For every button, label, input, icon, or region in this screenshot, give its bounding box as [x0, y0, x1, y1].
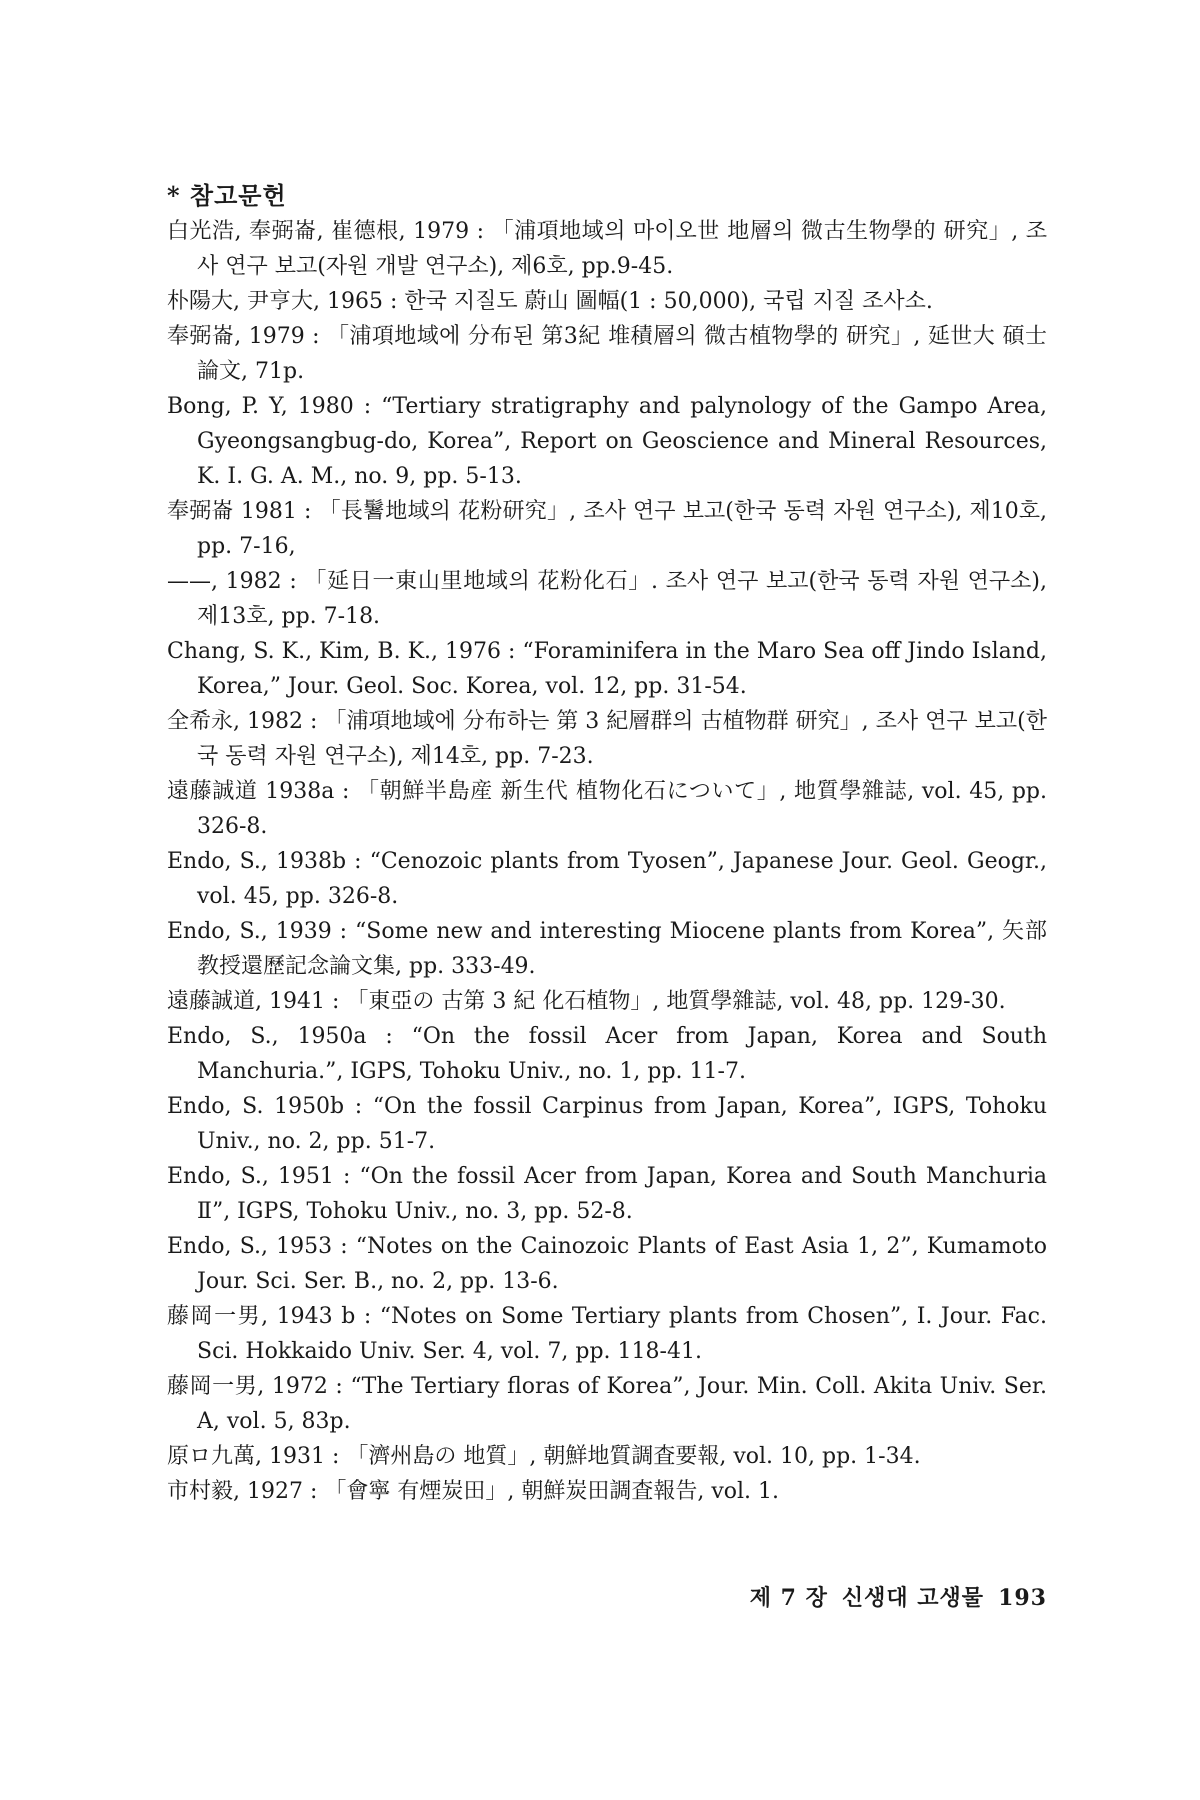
- reference-entry: 遠藤誠道 1938a : 「朝鮮半島産 新生代 植物化石について」, 地質學雜誌, vol. 45, pp. 326-8.: [167, 779, 1047, 839]
- reference-entry: 奉弼崙, 1979 : 「浦項地域에 分布된 第3紀 堆積層의 微古植物學的 研究」, 延世大 碩士 論文, 71p.: [167, 324, 1047, 384]
- reference-entry: 白光浩, 奉弼崙, 崔德根, 1979 : 「浦項地域의 마이오世 地層의 微古生物學的 研究」, 조사 연구 보고(자원 개발 연구소), 제6호, pp.9-45.: [167, 219, 1047, 279]
- reference-entry: 藤岡一男, 1943 b : “Notes on Some Tertiary plants from Chosen”, I. Jour. Fac. Sci. Hokkaido Univ. Ser. 4, vol. 7, pp. 118-41.: [167, 1304, 1047, 1364]
- page-footer: [700, 1581, 1047, 1612]
- reference-entry: Endo, S., 1953 : “Notes on the Cainozoic Plants of East Asia 1, 2”, Kumamoto Jour. Sci. Ser. B., no. 2, pp. 13-6.: [167, 1234, 1047, 1294]
- reference-entry: 奉弼崙 1981 : 「長鬐地域의 花粉研究」, 조사 연구 보고(한국 동력 자원 연구소), 제10호, pp. 7-16,: [167, 499, 1047, 559]
- page-number: 193: [998, 1585, 1047, 1611]
- reference-entry: 市村毅, 1927 : 「會寧 有煙炭田」, 朝鮮炭田調査報告, vol. 1.: [167, 1479, 780, 1504]
- reference-entry: Endo, S. 1950b : “On the fossil Carpinus from Japan, Korea”, IGPS, Tohoku Univ., no. 2, pp. 51-7.: [167, 1094, 1047, 1154]
- reference-entry: Endo, S., 1939 : “Some new and interesting Miocene plants from Korea”, 矢部教授還歷記念論文集, pp. 333-49.: [167, 919, 1047, 979]
- footer-chapter: 제 7 장: [749, 1585, 828, 1611]
- reference-entry: Endo, S., 1938b : “Cenozoic plants from Tyosen”, Japanese Jour. Geol. Geogr., vol. 45, pp. 326-8.: [167, 849, 1047, 909]
- reference-entry: ——, 1982 : 「延日一東山里地域의 花粉化石」. 조사 연구 보고(한국 동력 자원 연구소), 제13호, pp. 7-18.: [167, 569, 1047, 629]
- reference-entry: Chang, S. K., Kim, B. K., 1976 : “Foraminifera in the Maro Sea off Jindo Island, Korea,” Jour. Geol. Soc. Korea, vol. 12, pp. 31-54.: [167, 639, 1047, 699]
- reference-entry: 朴陽大, 尹亨大, 1965 : 한국 지질도 蔚山 圖幅(1 : 50,000), 국립 지질 조사소.: [167, 289, 933, 314]
- reference-entry: 藤岡一男, 1972 : “The Tertiary floras of Korea”, Jour. Min. Coll. Akita Univ. Ser. A, vol. 5, 83p.: [167, 1374, 1047, 1434]
- section-heading: * 참고문헌: [167, 181, 287, 210]
- reference-entry: 原ロ九萬, 1931 : 「濟州島の 地質」, 朝鮮地質調査要報, vol. 10, pp. 1-34.: [167, 1444, 921, 1469]
- reference-entry: Endo, S., 1950a : “On the fossil Acer from Japan, Korea and South Manchuria.”, IGPS, Tohoku Univ., no. 1, pp. 11-7.: [167, 1024, 1047, 1084]
- reference-entry: 遠藤誠道, 1941 : 「東亞の 古第 3 紀 化石植物」, 地質學雜誌, vol. 48, pp. 129-30.: [167, 989, 1006, 1014]
- reference-entry: Bong, P. Y, 1980 : “Tertiary stratigraphy and palynology of the Gampo Area, Gyeongsangbug-do, Korea”, Report on Geoscience and Mineral Resources, K. I. G. A. M., no. 9, pp. 5-13.: [167, 394, 1047, 489]
- footer-title: 신생대 고생물: [841, 1585, 985, 1611]
- reference-entry: Endo, S., 1951 : “On the fossil Acer from Japan, Korea and South Manchuria Ⅱ”, IGPS, Tohoku Univ., no. 3, pp. 52-8.: [167, 1164, 1047, 1224]
- reference-list: [167, 214, 1047, 1509]
- reference-entry: 全希永, 1982 : 「浦項地域에 分布하는 第 3 紀層群의 古植物群 研究」, 조사 연구 보고(한국 동력 자원 연구소), 제14호, pp. 7-23.: [167, 709, 1047, 769]
